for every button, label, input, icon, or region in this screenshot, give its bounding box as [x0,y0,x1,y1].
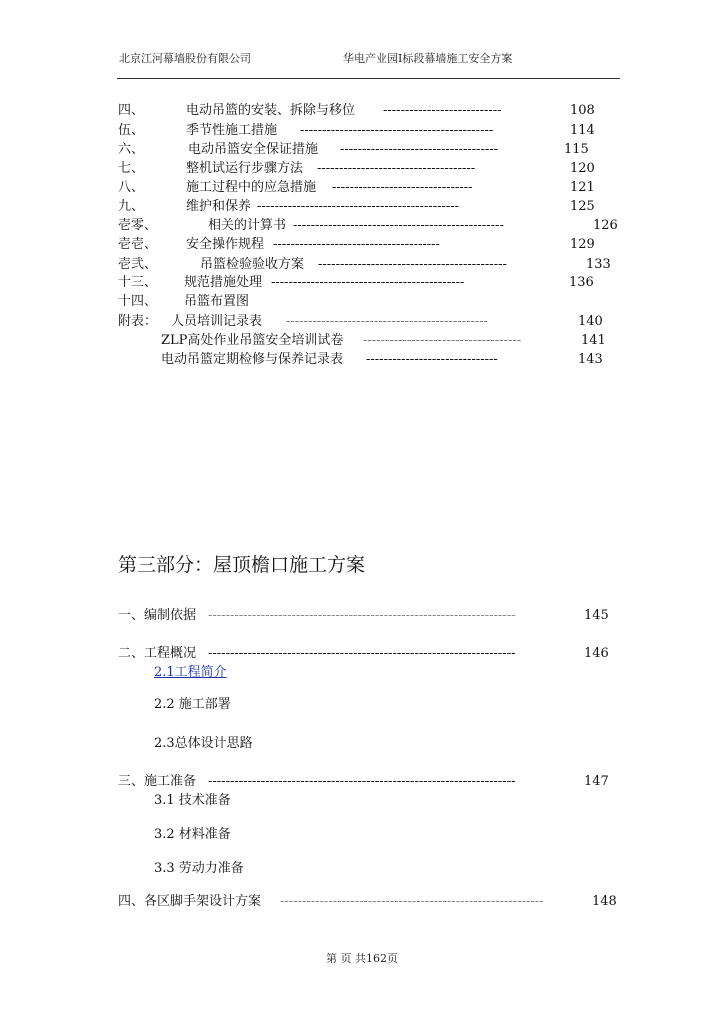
toc-page: 114 [570,123,595,138]
toc-row [118,293,618,311]
toc-page: 133 [586,257,611,272]
toc-page: 148 [592,894,617,909]
toc-number: 十四、 [118,294,158,309]
toc-number: 九、 [118,199,145,214]
toc-section-label: 三、施工准备 [118,774,197,789]
toc-title: ZLP高处作业吊篮安全培训试卷 [161,333,344,348]
toc-page: 115 [564,142,589,157]
toc-section [118,645,618,663]
toc-subsection: 3.2 材料准备 [154,827,231,842]
toc-row [118,198,618,216]
toc-subsection: 2.2 施工部署 [154,697,231,712]
toc-title: 人员培训记录表 [171,314,263,329]
toc-row [118,160,618,178]
toc-leader: ---------------------------------------------- [257,199,460,214]
toc-row [118,217,618,235]
toc-page: 143 [578,352,603,367]
toc-row [118,179,618,197]
toc-leader: ------------------------------------ [363,333,522,348]
toc-title: 吊篮布置图 [184,294,250,309]
toc-title: 施工过程中的应急措施 [186,180,317,195]
toc-subsection: 2.3总体设计思路 [154,736,253,751]
toc-row [118,332,618,350]
toc-leader: ------------------------------ [366,352,498,367]
toc-row [118,102,618,120]
toc-leader: -------------------------------------------- [300,123,494,138]
toc-leader: ------------------------------------------- [318,257,507,272]
toc-title: 吊篮检验验收方案 [200,257,305,272]
toc-page: 126 [593,218,618,233]
toc-leader: ---------------------------------------------------------------------- [208,608,516,623]
toc-leader: ------------------------------------------------ [293,218,504,233]
toc-number: 八、 [118,180,145,195]
toc-section-label: 一、编制依据 [118,608,197,623]
toc-title: 电动吊篮的安装、拆除与移位 [186,103,356,118]
toc-page: 108 [570,103,595,118]
toc-subsection-link[interactable]: 2.1工程简介 [154,665,227,680]
toc-row [118,351,618,369]
toc-page: 140 [578,314,603,329]
toc-row [118,256,618,274]
toc-leader: ---------------------------------------------------------------------- [208,774,516,789]
toc-row [118,313,618,331]
toc-row [118,236,618,254]
toc-title: 电动吊篮定期检修与保养记录表 [161,352,344,367]
toc-title: 规范措施处理 [184,275,263,290]
toc-number: 壱弐、 [118,257,158,272]
toc-row [118,122,618,140]
toc-row [118,274,618,292]
toc-leader: ---------------------------------------------------------------------- [208,646,516,661]
toc-page: 141 [581,333,606,348]
toc-page: 136 [569,275,594,290]
toc-leader: ------------------------------------ [340,142,499,157]
toc-page: 129 [570,237,595,252]
toc-row [118,141,618,159]
toc-title: 季节性施工措施 [186,123,278,138]
toc-number: 六、 [118,142,145,157]
toc-subsection: 3.3 劳动力准备 [154,861,244,876]
toc-leader: -------------------------------- [332,180,473,195]
toc-title: 整机试运行步骤方法 [186,161,304,176]
toc-leader: ---------------------------------------------- [286,314,489,329]
toc-section [118,893,618,911]
toc-title: 电动吊篮安全保证措施 [188,142,319,157]
header-project: 华电产业园Ⅰ标段幕墙施工安全方案 [343,52,513,65]
toc-page: 120 [570,161,595,176]
header-company: 北京江河幕墙股份有限公司 [119,52,251,65]
toc-number: 壱零、 [118,218,158,233]
toc-section [118,773,618,791]
header-divider [117,78,620,79]
toc-number: 四、 [118,103,145,118]
toc-section-label: 二、工程概况 [118,646,197,661]
toc-page: 125 [570,199,595,214]
toc-title: 安全操作规程 [186,237,265,252]
toc-section-label: 四、各区脚手架设计方案 [118,894,262,909]
toc-number: 附表： [118,314,158,329]
toc-title: 维护和保养 [186,199,252,214]
toc-leader: -------------------------------------------- [271,275,465,290]
toc-page: 146 [584,646,609,661]
toc-number: 伍、 [118,123,145,138]
part-title: 第三部分：屋顶檐口施工方案 [118,554,366,576]
toc-leader: ------------------------------------------------------------ [280,894,544,909]
toc-page: 121 [570,180,595,195]
toc-title: 相关的计算书 [208,218,287,233]
toc-number: 壱壱、 [118,237,158,252]
toc-page: 147 [584,774,609,789]
toc-number: 七、 [118,161,145,176]
toc-section [118,607,618,625]
toc-leader: ------------------------------------ [317,161,476,176]
toc-leader: --------------------------- [383,103,502,118]
toc-subsection: 3.1 技术准备 [154,793,231,808]
page-footer: 第 页 共162页 [326,952,398,965]
toc-number: 十三、 [118,275,158,290]
toc-leader: -------------------------------------- [273,237,440,252]
toc-page: 145 [584,608,609,623]
